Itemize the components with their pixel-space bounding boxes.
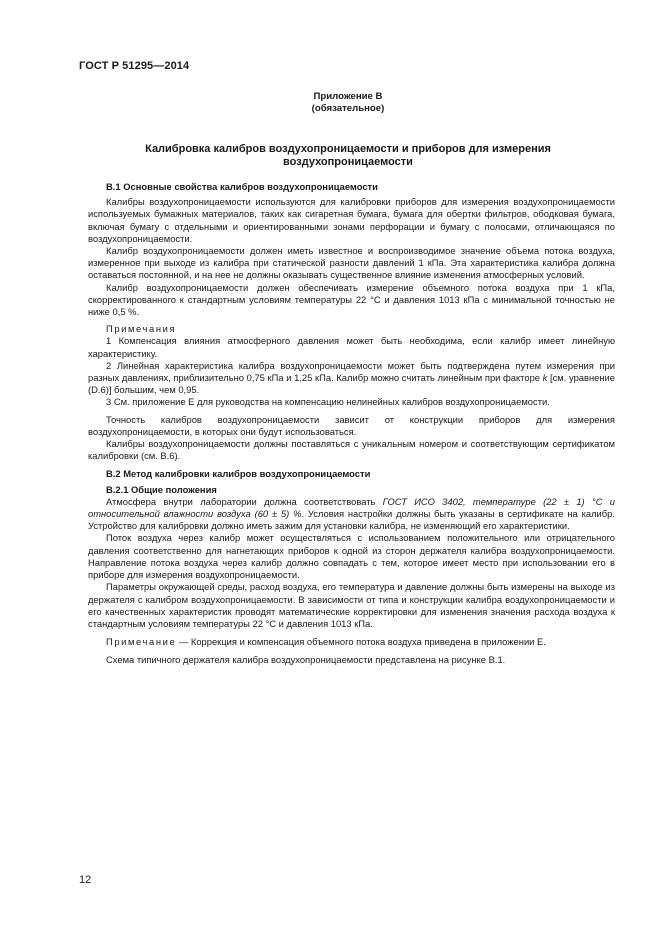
factor-symbol: k: [542, 372, 548, 384]
paragraph: Калибры воздухопроницаемости должны поставляться с уникальным номером и соответствующим сертификатом калибровки (см. В.6).: [88, 438, 615, 462]
paragraph: Точность калибров воздухопроницаемости зависит от конструкции приборов для измерения воздухопроницаемости, в которых они будут использоваться.: [88, 413, 615, 437]
paragraph: Калибр воздухопроницаемости должен обеспечивать измерение объемного потока воздуха при 1 кПа, скорректированного к стандартным условиям температуры 22 °С и давления 1013 кПа с минимальной точностью не ниже 0,5 %.: [88, 281, 615, 318]
paragraph: Поток воздуха через калибр может осуществляться с использованием положительного или отрицательного давления соответственно для нагнетающих приборов к одной из сторон держателя калибра воздухопроницаемости. Направление потока воздуха через калибр должно совпадать с тем, которое имеет место при использовании его в приборе для измерения воздухопроницаемости.: [88, 532, 615, 581]
standard-reference: ГОСТ ИСО 3402, температуре (22 ± 1) °С и относительной влажности воздуха (60 ± 5) %: [88, 495, 615, 520]
annex-main-title: Калибровка калибров воздухопроницаемости и приборов для измерения воздухопроницаемости: [145, 143, 551, 169]
note-dash: —: [176, 636, 191, 648]
annex-status: (обязательное): [311, 103, 385, 114]
paragraph: Калибр воздухопроницаемости должен иметь известное и воспроизводимое значение объема потока воздуха, измеренное при выходе из калибра при статической разности давлений 1 кПа. Эта характеристика калибра должна оставаться постоянной, и на нее не должны оказывать существенное влияние изменения атмосферных условий.: [88, 245, 615, 281]
paragraph: Схема типичного держателя калибра воздухопроницаемости представлена на рисунке В.1.: [106, 654, 506, 666]
section-heading-b2: В.2 Метод калибровки калибров воздухопроницаемости: [106, 468, 371, 480]
notes-label: Примечания: [106, 323, 177, 335]
note-label: Примечание: [106, 636, 177, 648]
paragraph: Калибры воздухопроницаемости используются для калибровки приборов для измерения воздухопроницаемости используемых бумажных материалов, таких как сигаретная бумага, бумага для обертки фильтров, ободковая бумага, включая бумагу с отдельными и ориентированными зонами перфорации и бумагу с полосами, отличающаяся по воздухопроницаемости.: [88, 196, 615, 244]
standard-number: ГОСТ Р 51295—2014: [79, 60, 190, 72]
paragraph-text: . Условия настройки должны быть указаны в сертификате на калибр. Устройство для калибровки должно иметь зажим для установки калибра, не изменяющий его характеристики.: [88, 508, 615, 532]
paragraph: [88, 496, 615, 533]
page-number: 12: [79, 874, 92, 886]
paragraph-text: Атмосфера внутри лаборатории должна соответствовать: [106, 495, 383, 507]
note-inline: [88, 636, 615, 648]
subsection-heading-b21: В.2.1 Общие положения: [106, 483, 217, 495]
document-body: [88, 181, 615, 667]
note-item: [88, 360, 615, 397]
section-heading-b1: В.1 Основные свойства калибров воздухопроницаемости: [106, 181, 378, 192]
annex-title: Приложение В: [313, 91, 383, 102]
note-text: [см. уравнение (D.6)] большим, чем 0,95.: [88, 372, 615, 396]
note-item: 1 Компенсация влияния атмосферного давления может быть необходима, если калибр имеет линейную характеристику.: [88, 335, 615, 359]
note-text: 2 Линейная характеристика калибра воздухопроницаемости может быть подтверждена путем измерения при разных давлениях, приблизительно 0,75 кПа и 1,25 кПа. Калибр можно считать линейным при факторе: [88, 359, 615, 384]
paragraph: Параметры окружающей среды, расход воздуха, его температура и давление должны быть измерены на выходе из держателя с калибром воздухопроницаемости. В зависимости от типа и конструкции калибра воздухопроницаемости и его качественных характеристик проводят математические корректировки для изменения значения расхода воздуха к стандартным условиям температуры 22 °С и давления 1013 кПа.: [88, 581, 615, 629]
note-item: 3 См. приложение Е для руководства на компенсацию нелинейных калибров воздухопроницаемости.: [106, 396, 550, 408]
note-text: Коррекция и компенсация объемного потока воздуха приведена в приложении Е.: [190, 636, 546, 648]
